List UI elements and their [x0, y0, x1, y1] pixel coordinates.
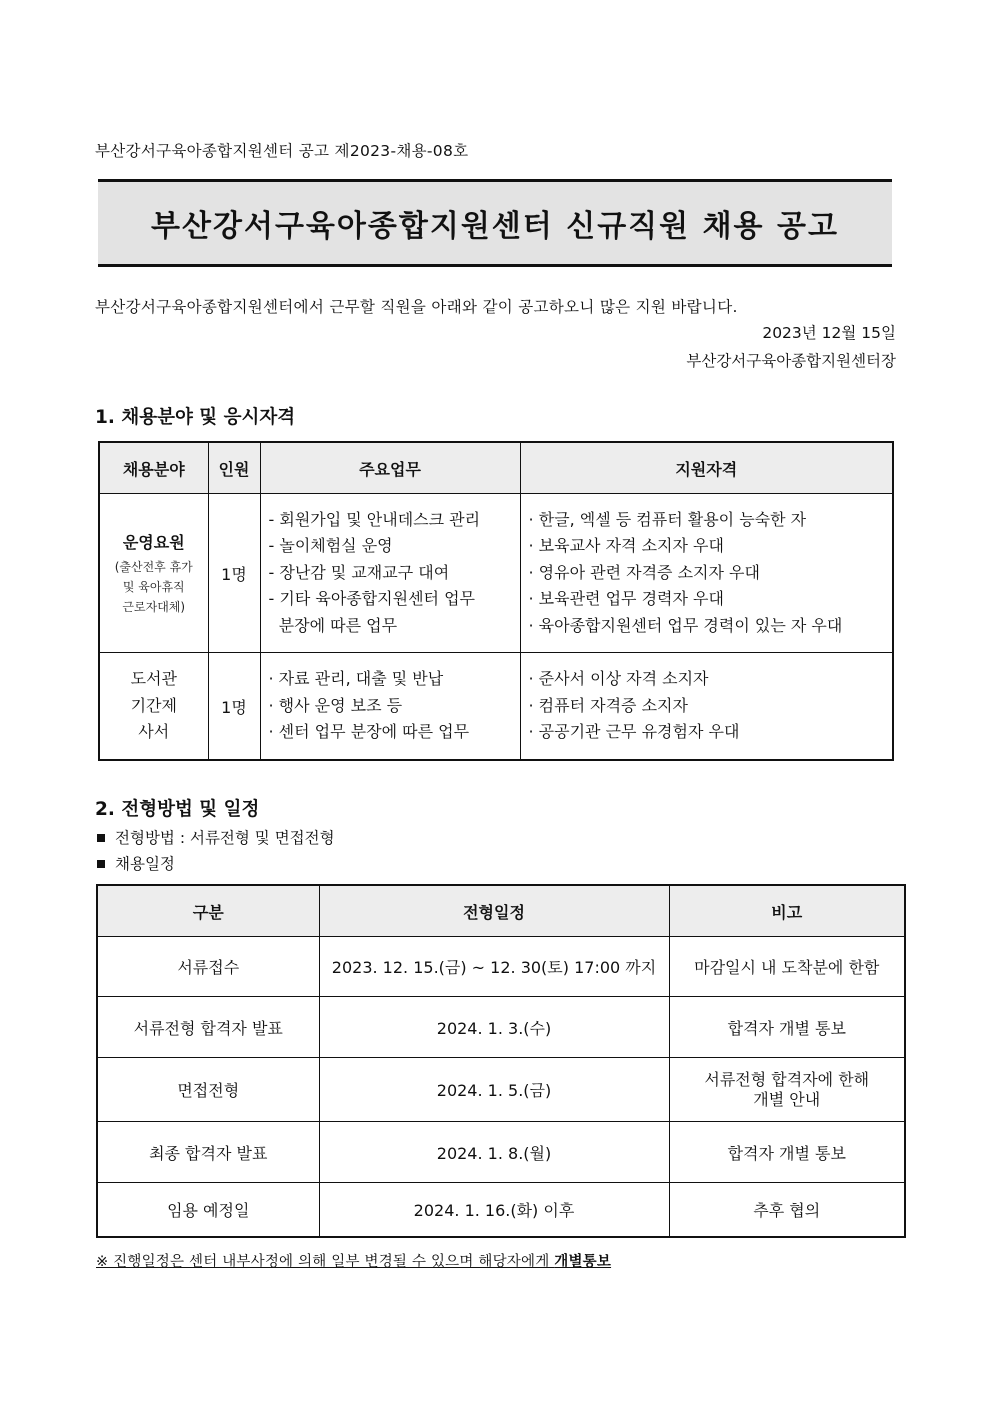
- note-cell: 추후 협의: [669, 1183, 905, 1238]
- note-line: 서류전형 합격자에 한해: [704, 1069, 870, 1089]
- table-row: [99, 653, 893, 761]
- square-bullet-icon: [97, 834, 105, 842]
- field-note: (출산전후 휴가: [114, 560, 193, 574]
- stage-cell: 서류접수: [97, 937, 319, 997]
- duty-item: - 기타 육아종합지원센터 업무: [268, 589, 476, 609]
- issuer: 부산강서구육아종합지원센터장: [686, 352, 896, 370]
- duty-item: 분장에 따른 업무: [268, 615, 398, 635]
- qualification-item: · 준사서 이상 자격 소지자: [528, 669, 709, 689]
- bullet-method: [97, 826, 335, 848]
- note-cell: [669, 1058, 905, 1122]
- qualification-item: · 영유아 관련 자격증 소지자 우대: [528, 562, 760, 582]
- table-row: [97, 1058, 905, 1122]
- header-stage: 구분: [97, 885, 319, 937]
- qualification-item: · 컴퓨터 자격증 소지자: [528, 695, 688, 715]
- footnote: [96, 1250, 611, 1271]
- stage-cell: 서류전형 합격자 발표: [97, 997, 319, 1058]
- schedule-cell: 2024. 1. 8.(월): [319, 1122, 669, 1183]
- duties-cell: [260, 494, 520, 653]
- field-note: 근로자대체): [122, 600, 186, 614]
- header-schedule: 전형일정: [319, 885, 669, 937]
- qualification-item: · 보육관련 업무 경력자 우대: [528, 589, 724, 609]
- stage-cell: 면접전형: [97, 1058, 319, 1122]
- section1-heading: 1. 채용분야 및 응시자격: [95, 407, 296, 428]
- table-row: [97, 937, 905, 997]
- duty-item: - 장난감 및 교재교구 대여: [268, 562, 450, 582]
- duty-item: - 놀이체험실 운영: [268, 536, 393, 556]
- header-note: 비고: [669, 885, 905, 937]
- table-row: [99, 494, 893, 653]
- note-line: 개별 안내: [753, 1089, 821, 1109]
- field-name-line: 도서관: [130, 669, 177, 689]
- header-field: 채용분야: [99, 442, 208, 494]
- stage-cell: 최종 합격자 발표: [97, 1122, 319, 1183]
- count-cell: 1명: [208, 653, 260, 761]
- qualification-item: · 공공기관 근무 유경험자 우대: [528, 722, 740, 742]
- qualifications-cell: [520, 653, 893, 761]
- schedule-cell: 2024. 1. 3.(수): [319, 997, 669, 1058]
- schedule-cell: 2023. 12. 15.(금) ~ 12. 30(토) 17:00 까지: [319, 937, 669, 997]
- schedule-cell: 2024. 1. 16.(화) 이후: [319, 1183, 669, 1238]
- footnote-text: ※ 진행일정은 센터 내부사정에 의해 일부 변경될 수 있으며 해당자에게: [96, 1254, 555, 1270]
- table-row: [97, 1183, 905, 1238]
- bullet-text: 전형방법 : 서류전형 및 면접전형: [115, 829, 335, 847]
- duty-item: · 센터 업무 분장에 따른 업무: [268, 722, 470, 742]
- stage-cell: 임용 예정일: [97, 1183, 319, 1238]
- count-cell: 1명: [208, 494, 260, 653]
- duties-cell: [260, 653, 520, 761]
- schedule-header-row: [97, 885, 905, 937]
- field-name-line: 기간제: [130, 695, 177, 715]
- header-count: 인원: [208, 442, 260, 494]
- field-cell: [99, 653, 208, 761]
- field-name: 운영요원: [122, 533, 185, 552]
- header-duties: 주요업무: [260, 442, 520, 494]
- schedule-table: [96, 884, 906, 1238]
- schedule-cell: 2024. 1. 5.(금): [319, 1058, 669, 1122]
- section2-heading: 2. 전형방법 및 일정: [95, 799, 260, 820]
- recruitment-header-row: [99, 442, 893, 494]
- duty-item: · 행사 운영 보조 등: [268, 695, 403, 715]
- square-bullet-icon: [97, 860, 105, 868]
- title-box: [98, 179, 892, 267]
- header-qualifications: 지원자격: [520, 442, 893, 494]
- qualification-item: · 보육교사 자격 소지자 우대: [528, 536, 724, 556]
- table-row: [97, 1122, 905, 1183]
- duty-item: · 자료 관리, 대출 및 반납: [268, 669, 444, 689]
- qualification-item: · 육아종합지원센터 업무 경력이 있는 자 우대: [528, 615, 843, 635]
- page-title: 부산강서구육아종합지원센터 신규직원 채용 공고: [151, 209, 839, 244]
- qualifications-cell: [520, 494, 893, 653]
- field-cell: [99, 494, 208, 653]
- field-note: 및 육아휴직: [122, 580, 185, 594]
- intro-text: 부산강서구육아종합지원센터에서 근무할 직원을 아래와 같이 공고하오니 많은 지원 바랍니다.: [95, 298, 738, 316]
- note-cell: 합격자 개별 통보: [669, 1122, 905, 1183]
- notice-date: 2023년 12월 15일: [762, 324, 896, 342]
- footnote-emphasis: 개별통보: [554, 1254, 612, 1270]
- note-cell: 합격자 개별 통보: [669, 997, 905, 1058]
- table-row: [97, 997, 905, 1058]
- recruitment-table: [98, 441, 894, 761]
- note-cell: 마감일시 내 도착분에 한함: [669, 937, 905, 997]
- bullet-schedule: [97, 852, 175, 874]
- bullet-text: 채용일정: [115, 855, 175, 873]
- notice-number: 부산강서구육아종합지원센터 공고 제2023-채용-08호: [95, 142, 469, 160]
- qualification-item: · 한글, 엑셀 등 컴퓨터 활용이 능숙한 자: [528, 509, 807, 529]
- field-name-line: 사서: [138, 722, 170, 742]
- duty-item: - 회원가입 및 안내데스크 관리: [268, 509, 481, 529]
